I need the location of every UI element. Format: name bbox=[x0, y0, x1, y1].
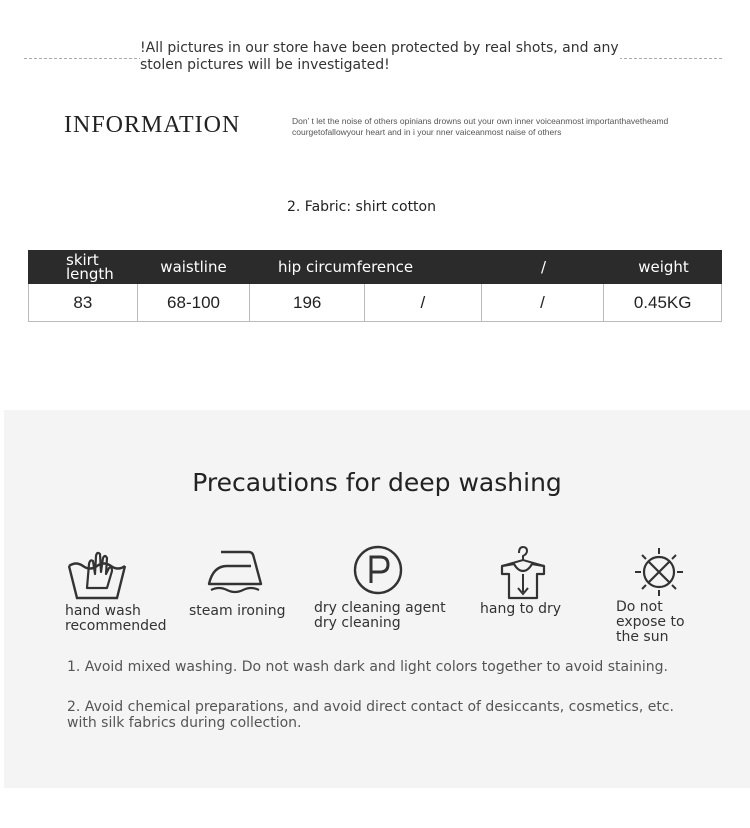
care-dry-clean bbox=[314, 544, 454, 631]
information-quote: Don’ t let the noise of others opinians drowns out your own inner voiceanmost importanthavetheamd courgetofallowyour heart and in i your nner vaiceanmost naise of others bbox=[292, 116, 669, 137]
hanger-shirt-icon bbox=[498, 544, 548, 600]
cell-empty-2: / bbox=[482, 284, 605, 321]
care-steam-iron bbox=[189, 544, 299, 619]
cell-hip-circumference: 196 bbox=[250, 284, 365, 321]
care-no-sun bbox=[616, 544, 696, 645]
header-weight: weight bbox=[638, 258, 689, 276]
cell-waistline: 68-100 bbox=[138, 284, 251, 321]
dry-clean-p-icon bbox=[352, 544, 404, 596]
hand-wash-icon bbox=[67, 544, 127, 600]
size-table-header bbox=[28, 250, 722, 284]
fabric-line: 2. Fabric: shirt cotton bbox=[287, 199, 436, 215]
care-label-hang-dry: hang to dry bbox=[480, 601, 562, 617]
washing-note-1: 1. Avoid mixed washing. Do not wash dark and light colors together to avoid staining. bbox=[67, 659, 668, 675]
no-sun-icon bbox=[634, 544, 684, 596]
iron-icon bbox=[205, 544, 265, 594]
header-hip-circumference: hip circumference bbox=[278, 258, 414, 276]
washing-title: Precautions for deep washing bbox=[192, 468, 562, 497]
care-label-no-sun: Do not expose to the sun bbox=[616, 599, 685, 645]
care-hand-wash bbox=[65, 544, 165, 634]
care-label-hand-wash: hand wash recommended bbox=[65, 603, 167, 634]
washing-note-2: 2. Avoid chemical preparations, and avoid direct contact of desiccants, cosmetics, etc. with silk fabrics during collection. bbox=[67, 699, 674, 731]
header-waistline: waistline bbox=[160, 258, 227, 276]
size-table-row bbox=[28, 284, 722, 322]
size-table bbox=[28, 250, 722, 322]
care-label-steam-iron: steam ironing bbox=[189, 603, 286, 619]
information-heading: INFORMATION bbox=[64, 112, 241, 138]
cell-skirt-length: 83 bbox=[29, 284, 138, 321]
header-slash: / bbox=[540, 258, 547, 276]
cell-weight: 0.45KG bbox=[633, 292, 692, 312]
cell-empty-1: / bbox=[365, 284, 482, 321]
header-skirt-length: skirt length bbox=[66, 251, 114, 283]
care-label-dry-clean: dry cleaning agent dry cleaning bbox=[314, 600, 446, 631]
care-hang-dry bbox=[480, 544, 580, 617]
protection-notice: !All pictures in our store have been protected by real shots, and any stolen pictures will be investigated! bbox=[140, 40, 619, 73]
